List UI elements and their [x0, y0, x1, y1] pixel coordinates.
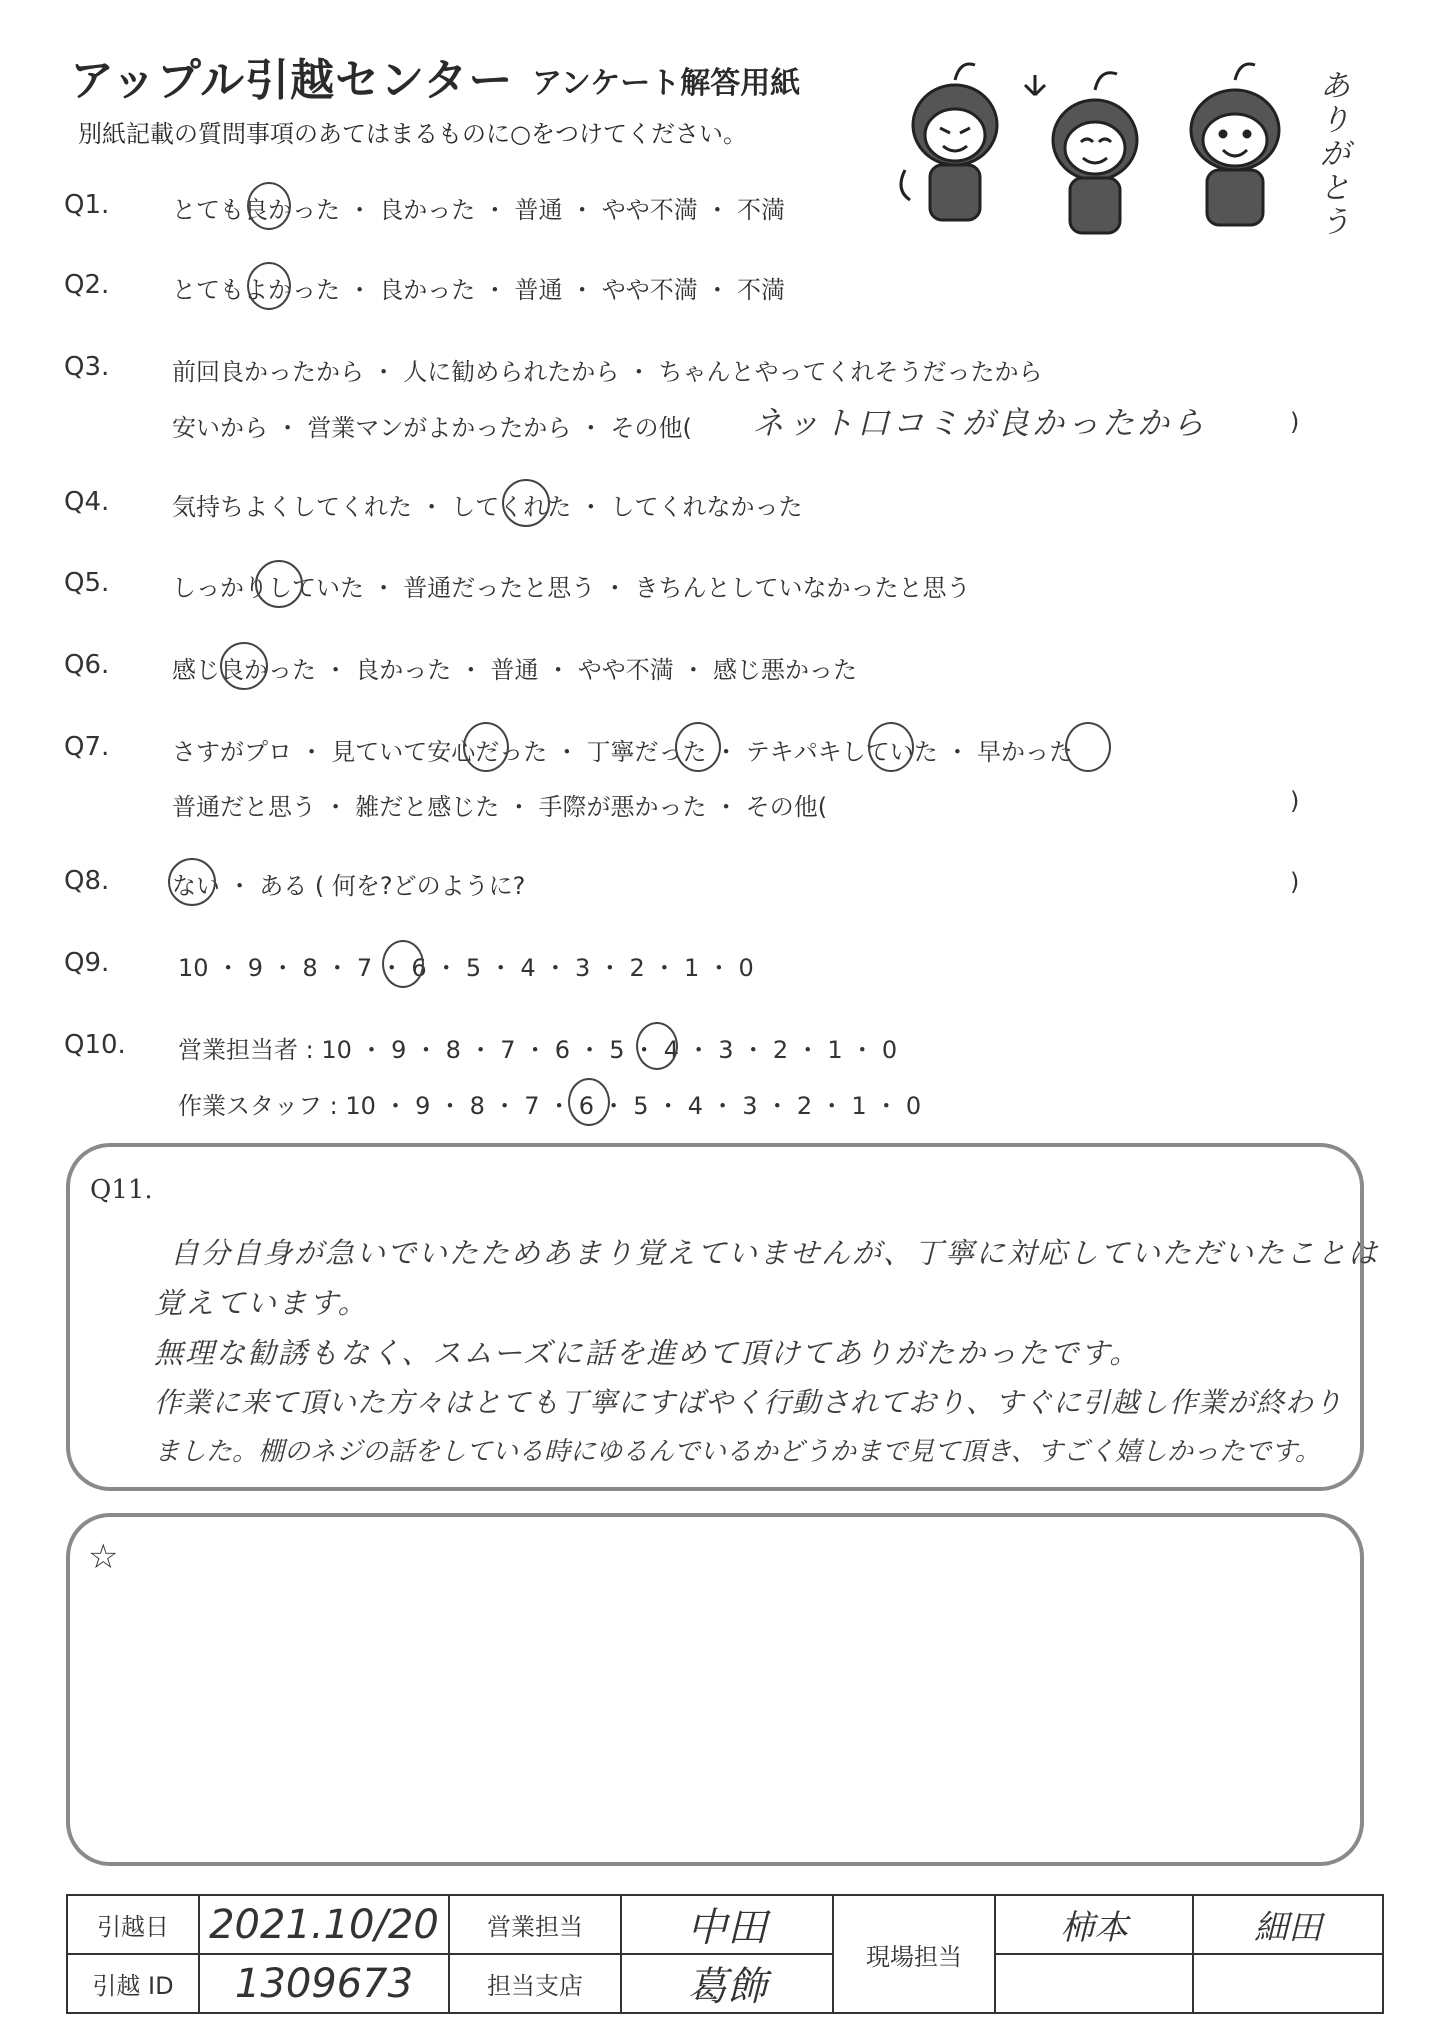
answer-circle [463, 722, 509, 772]
answer-circle [868, 722, 914, 772]
site-staff-1: 柿本 [995, 1895, 1193, 1954]
site-label: 現場担当 [833, 1895, 995, 2013]
answer-circle [220, 642, 268, 690]
answer-circle [247, 262, 291, 310]
q11-label: Q11. [90, 1175, 153, 1205]
sales-label: 営業担当 [449, 1895, 621, 1954]
branch-value: 葛飾 [621, 1954, 833, 2013]
site-staff-2: 細田 [1193, 1895, 1383, 1954]
comment-line: ました。棚のネジの話をしている時にゆるんでいるかどうかまで見て頂き、すごく嬉しかったです。 [154, 1437, 1321, 1467]
move-date-value: 2021.10/20 [199, 1895, 449, 1954]
comment-line: 作業に来て頂いた方々はとても丁寧にすばやく行動されており、すぐに引越し作業が終わり [154, 1386, 1344, 1419]
comment-line: 自分自身が急いでいたためあまり覚えていませんが、丁寧に対応していただいたことは [170, 1236, 1380, 1270]
q8-label: Q8. [64, 866, 110, 896]
comment-line: 覚えています。 [154, 1286, 369, 1320]
answer-circle [1065, 722, 1111, 772]
q3-label: Q3. [64, 352, 110, 382]
answer-circle [247, 182, 291, 230]
answer-circle [255, 560, 303, 608]
comment-line: 無理な勧誘もなく、スムーズに話を進めて頂けてありがたかったです。 [154, 1336, 1141, 1370]
q3-close-paren: ) [1290, 408, 1300, 436]
move-id-value: 1309673 [199, 1954, 449, 2013]
q10-label: Q10. [64, 1030, 126, 1060]
q5-options: しっかりしていた ・ 普通だったと思う ・ きちんとしていなかったと思う [172, 574, 971, 602]
q3-options-line2: 安いから ・ 営業マンがよかったから ・ その他( [172, 414, 692, 442]
q10-sales-scale: 営業担当者 : 10 ・ 9 ・ 8 ・ 7 ・ 6 ・ 5 ・ 4 ・ 3 ・ 2 ・ 1 ・ 0 [178, 1036, 898, 1064]
q7-close-paren: ) [1290, 787, 1300, 815]
q4-label: Q4. [64, 487, 110, 517]
empty-cell [1193, 1954, 1383, 2013]
branch-label: 担当支店 [449, 1954, 621, 2013]
q2-options: とてもよかった ・ 良かった ・ 普通 ・ やや不満 ・ 不満 [172, 276, 786, 304]
company-name: アップル引越センター [70, 55, 514, 106]
instruction-text: 別紙記載の質問事項のあてはまるものに○をつけてください。 [78, 120, 747, 148]
q11-comment-box [66, 1143, 1380, 1491]
empty-cell [995, 1954, 1193, 2013]
free-comment-box [66, 1513, 1364, 1866]
q3-other-answer: ネット口コミが良かったから [752, 404, 1208, 442]
q4-options: 気持ちよくしてくれた ・ してくれた ・ してくれなかった [172, 493, 803, 521]
q2-label: Q2. [64, 270, 110, 300]
answer-circle [382, 940, 424, 988]
star-icon: ☆ [88, 1537, 119, 1577]
answer-circle [636, 1022, 678, 1070]
mascot-caption: ありがとう [1320, 69, 1350, 240]
mascot-illustration [885, 50, 1355, 250]
q6-label: Q6. [64, 650, 110, 680]
q9-scale: 10 ・ 9 ・ 8 ・ 7 ・ 6 ・ 5 ・ 4 ・ 3 ・ 2 ・ 1 ・ 0 [178, 954, 754, 982]
q8-close-paren: ) [1290, 868, 1300, 896]
q1-label: Q1. [64, 190, 110, 220]
q8-options: ない ・ ある ( 何を?どのように? [172, 872, 526, 900]
move-id-label: 引越 ID [67, 1954, 199, 2013]
move-date-label: 引越日 [67, 1895, 199, 1954]
answer-circle [675, 722, 721, 772]
q7-label: Q7. [64, 732, 110, 762]
q7-options-line2: 普通だと思う ・ 雑だと感じた ・ 手際が悪かった ・ その他( [172, 793, 828, 821]
answer-circle [502, 479, 550, 527]
q3-options-line1: 前回良かったから ・ 人に勧められたから ・ ちゃんとやってくれそうだったから [172, 358, 1043, 386]
q10-staff-scale: 作業スタッフ : 10 ・ 9 ・ 8 ・ 7 ・ 6 ・ 5 ・ 4 ・ 3 ・ 2 ・ 1 ・ 0 [178, 1092, 922, 1120]
move-info-table [66, 1894, 1384, 2014]
answer-circle [168, 858, 216, 906]
q1-options: とても良かった ・ 良かった ・ 普通 ・ やや不満 ・ 不満 [172, 196, 786, 224]
sales-value: 中田 [621, 1895, 833, 1954]
q5-label: Q5. [64, 568, 110, 598]
q7-options-line1: さすがプロ ・ 見ていて安心だった ・ 丁寧だった ・ テキパキしていた ・ 早かった [172, 738, 1074, 766]
q6-options: 感じ良かった ・ 良かった ・ 普通 ・ やや不満 ・ 感じ悪かった [172, 656, 858, 684]
q9-label: Q9. [64, 948, 110, 978]
form-title: アンケート解答用紙 [532, 66, 801, 101]
monkey-icon [901, 64, 997, 220]
answer-circle [568, 1078, 610, 1126]
